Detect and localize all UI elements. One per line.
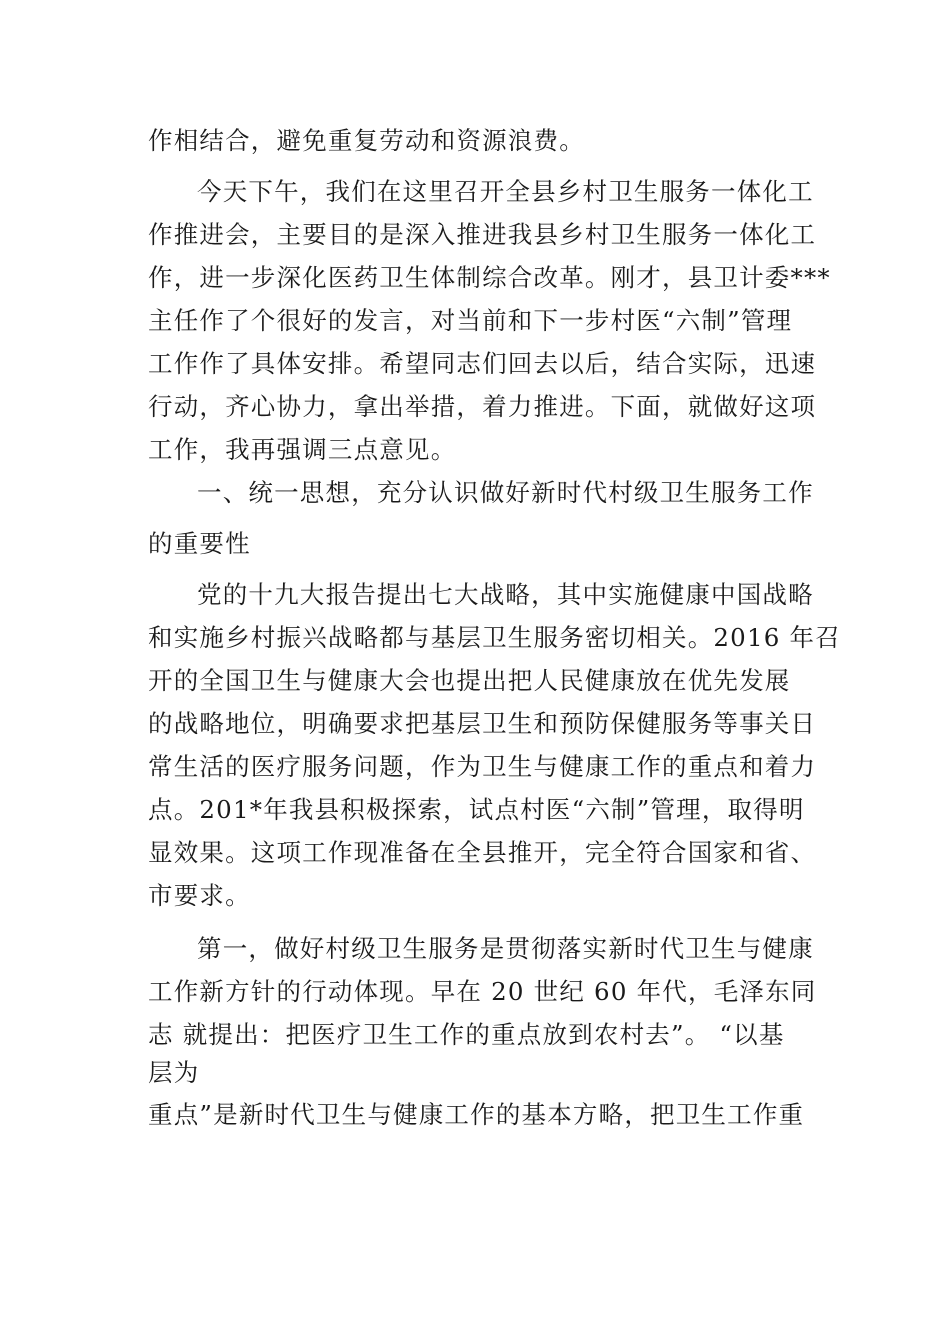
text-line: 点。201*年我县积极探索，试点村医“六制”管理，取得明 bbox=[148, 795, 805, 824]
paragraph-first-line: 党的十九大报告提出七大战略，其中实施健康中国战略 bbox=[197, 580, 814, 609]
text-line: 主任作了个很好的发言，对当前和下一步村医“六制”管理 bbox=[148, 306, 793, 335]
text-line: 常生活的医疗服务问题，作为卫生与健康工作的重点和着力 bbox=[148, 752, 817, 781]
text-line: 作相结合，避免重复劳动和资源浪费。 bbox=[148, 126, 585, 155]
paragraph-first-line: 今天下午，我们在这里召开全县乡村卫生服务一体化工 bbox=[197, 177, 814, 206]
text-line: 开的全国卫生与健康大会也提出把人民健康放在优先发展 bbox=[148, 666, 791, 695]
text-line: 重点”是新时代卫生与健康工作的基本方略，把卫生工作重 bbox=[148, 1100, 805, 1129]
text-line: 作，进一步深化医药卫生体制综合改革。刚才，县卫计委*** bbox=[148, 263, 831, 292]
text-line: 显效果。这项工作现准备在全县推开，完全符合国家和省、 bbox=[148, 838, 817, 867]
paragraph-first-line: 第一，做好村级卫生服务是贯彻落实新时代卫生与健康 bbox=[197, 934, 814, 963]
text-line: 行动，齐心协力，拿出举措，着力推进。下面，就做好这项 bbox=[148, 392, 817, 421]
text-line: 和实施乡村振兴战略都与基层卫生服务密切相关。2016 年召 bbox=[148, 623, 841, 652]
section-heading: 一、统一思想，充分认识做好新时代村级卫生服务工作 bbox=[197, 478, 814, 507]
text-line: 志 就提出：把医疗卫生工作的重点放到农村去”。 “以基 bbox=[148, 1020, 785, 1049]
text-line: 工作作了具体安排。希望同志们回去以后，结合实际，迅速 bbox=[148, 349, 817, 378]
text-line: 层为 bbox=[148, 1058, 200, 1087]
text-line: 市要求。 bbox=[148, 881, 251, 910]
section-heading-continued: 的重要性 bbox=[148, 529, 251, 558]
text-line: 作推进会，主要目的是深入推进我县乡村卫生服务一体化工 bbox=[148, 220, 817, 249]
text-line: 工作新方针的行动体现。早在 20 世纪 60 年代，毛泽东同 bbox=[148, 977, 817, 1006]
text-line: 的战略地位，明确要求把基层卫生和预防保健服务等事关日 bbox=[148, 709, 817, 738]
text-line: 工作，我再强调三点意见。 bbox=[148, 435, 457, 464]
